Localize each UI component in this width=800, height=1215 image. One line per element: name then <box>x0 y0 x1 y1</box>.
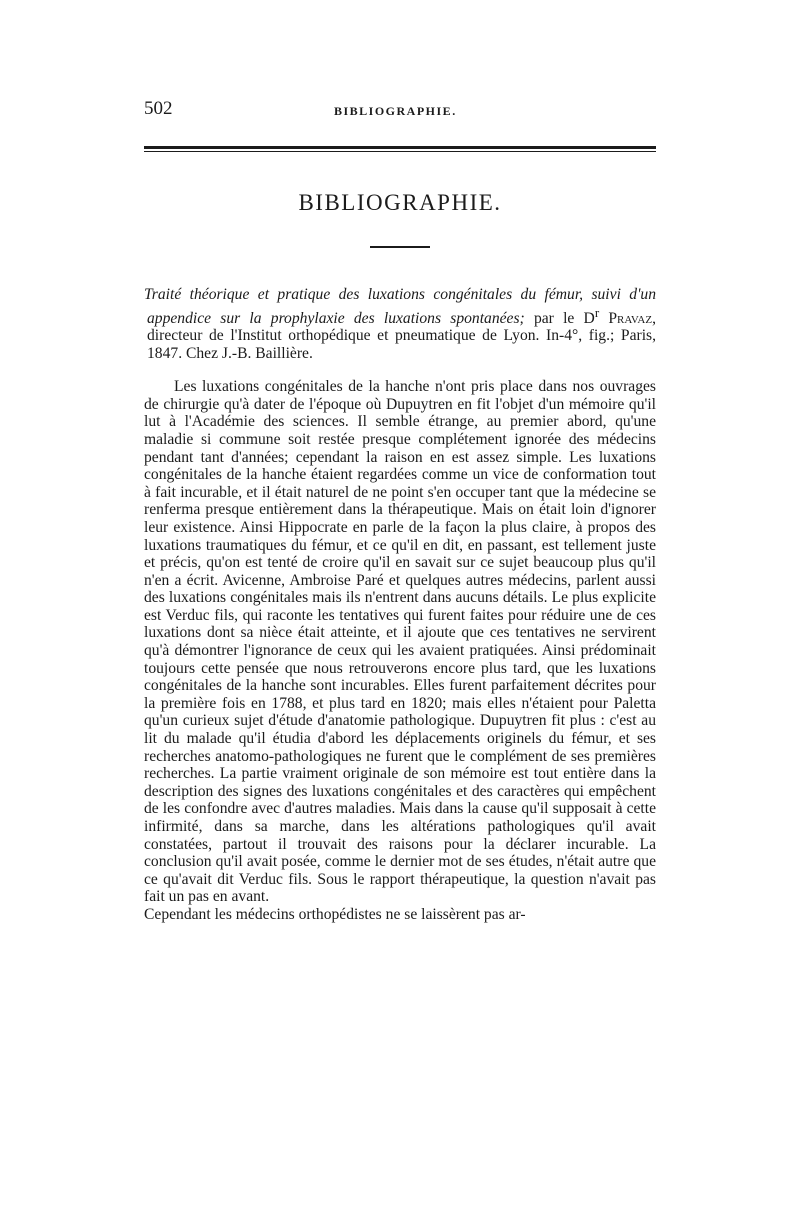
running-head <box>144 96 656 126</box>
citation-by-superscript: r <box>594 304 600 320</box>
header-rule-thin <box>144 151 656 152</box>
header-rule-thick <box>144 146 656 149</box>
running-title: BIBLIOGRAPHIE. <box>334 104 457 118</box>
body-paragraph-continuation: Cependant les médecins orthopédistes ne se laissèrent pas ar- <box>144 905 526 923</box>
page-number: 502 <box>144 98 173 119</box>
bibliographic-citation <box>144 286 656 363</box>
document-page <box>144 96 656 939</box>
body-paragraph <box>144 378 656 923</box>
citation-details: , directeur de l'Institut orthopédique et pneumatique de Lyon. In-4°, fig.; Paris, 1847. Chez J.-B. Baillière. <box>147 309 657 362</box>
title-divider <box>370 246 430 248</box>
author-name: Pravaz <box>608 309 653 327</box>
book-title: Traité théorique et pratique des luxations congénitales du fémur, suivi d'un appendice sur la prophylaxie des luxations spontanées; <box>144 286 656 327</box>
citation-by: par le D <box>524 309 595 327</box>
body-paragraph-text: Les luxations congénitales de la hanche n'ont pris place dans nos ouvrages de chirurgie qu'à dater de l'époque où Dupuytren en fit l'objet d'un mémoire qu'il lut à l'Académie des sciences. Il semble étrange, au premier abord, qu'une maladie si commune soit restée presque complétement ignorée des médecins pendant tant d'années; cependant la raison en est assez simple. Les luxations congénitales de la hanche étaient regardées comme un vice de conformation tout à fait incurable, et il était naturel de ne point s'en occuper tant que la médecine se renferma presque entièrement dans la thérapeutique. Mais on était loin d'ignorer leur existence. Ainsi Hippocrate en parle de la façon la plus claire, à propos des luxations traumatiques du fémur, et ce qu'il en dit, en passant, est tellement juste et précis, qu'on est tenté de croire qu'il en savait sur ce sujet beaucoup plus qu'il n'en a écrit. Avicenne, Ambroise Paré et quelques autres médecins, parlent aussi des luxations congénitales mais ils n'entrent dans aucuns détails. Le plus explicite est Verduc fils, qui raconte les tentatives qui furent faites pour réduire une de ces luxations dont sa nièce était atteinte, et il ajoute que ces tentatives ne servirent qu'à démontrer l'ignorance de ceux qui les avaient pratiquées. Ainsi prédominait toujours cette pensée que nous retrouverons encore plus tard, que les luxations congénitales de la hanche sont incurables. Elles furent parfaitement décrites pour la première fois en 1788, et plus tard en 1820; mais elles n'étaient pour Paletta qu'un curieux sujet d'étude d'anatomie pathologique. Dupuytren fit plus : c'est au lit du malade qu'il étudia d'abord les déplacements originels du fémur, et ses recherches anatomo-pathologiques ne furent que le complément de ses premières recherches. La partie vraiment originale de son mémoire est tout entière dans la description des signes des luxations congénitales et des caractères qui empêchent de les confondre avec d'autres maladies. Mais dans la cause qu'il supposait à cette infirmité, dans sa marche, dans les altérations pathologiques qu'il avait constatées, partout il trouvait des raisons pour la déclarer incurable. La conclusion qu'il avait posée, comme le dernier mot de ses études, n'était autre que ce qu'avait dit Verduc fils. Sous le rapport thérapeutique, la question n'avait pas fait un pas en avant. <box>144 378 656 906</box>
section-title: BIBLIOGRAPHIE. <box>298 190 502 215</box>
